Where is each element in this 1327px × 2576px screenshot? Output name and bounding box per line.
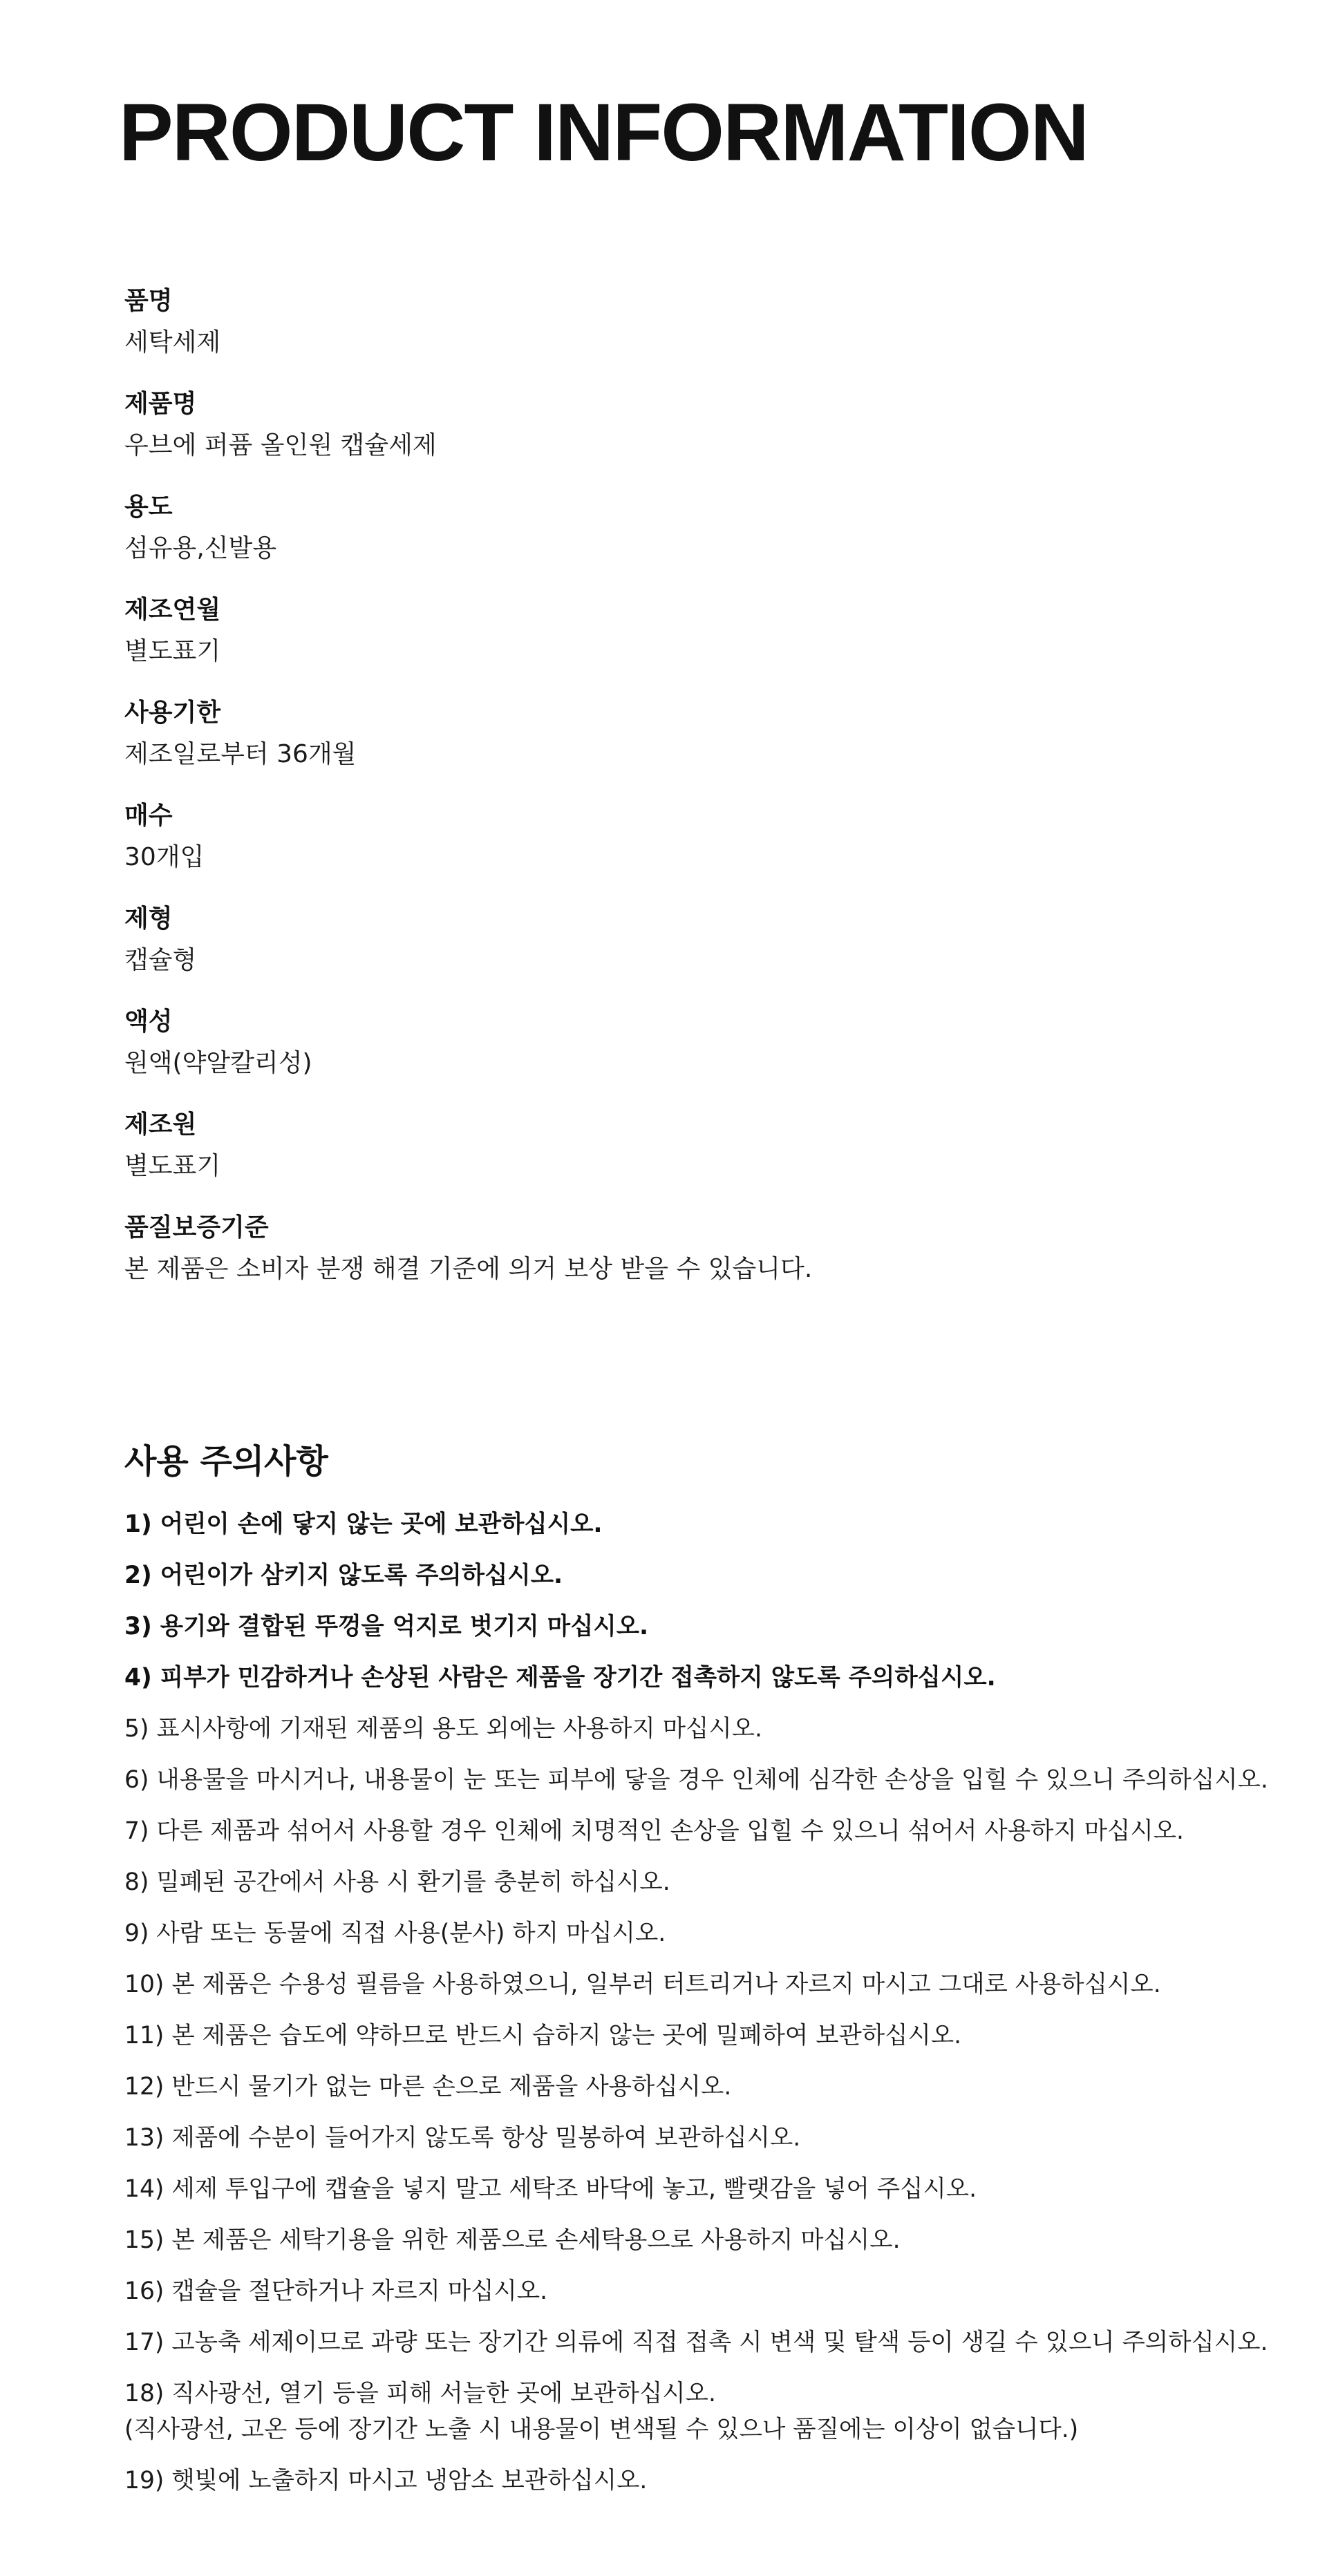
info-label: 품명	[124, 287, 173, 315]
info-value: 별도표기	[124, 637, 221, 665]
info-label: 제조원	[124, 1110, 197, 1139]
info-item-count	[124, 798, 1230, 901]
caution-item: 5) 표시사항에 기재된 제품의 용도 외에는 사용하지 마십시오.	[124, 1715, 762, 1743]
info-value: 섬유용,신발용	[124, 534, 277, 562]
info-label: 제형	[124, 905, 173, 933]
caution-item: 15) 본 제품은 세탁기용을 위한 제품으로 손세탁용으로 사용하지 마십시오.	[124, 2226, 901, 2254]
caution-item-note: (직사광선, 고온 등에 장기간 노출 시 내용물이 변색될 수 있으나 품질에는 이상이 없습니다.)	[124, 2416, 1079, 2443]
product-info-list	[124, 283, 1230, 1313]
info-value: 원액(약알칼리성)	[124, 1049, 312, 1077]
info-label: 제조연월	[124, 596, 221, 624]
info-label: 제품명	[124, 390, 197, 418]
caution-item: 7) 다른 제품과 섞어서 사용할 경우 인체에 치명적인 손상을 입힐 수 있으니 섞어서 사용하지 마십시오.	[124, 1817, 1184, 1845]
caution-item: 2) 어린이가 삼키지 않도록 주의하십시오.	[124, 1562, 563, 1589]
info-item-manufacture-date	[124, 592, 1230, 695]
info-item-form	[124, 901, 1230, 1004]
caution-item: 12) 반드시 물기가 없는 마른 손으로 제품을 사용하십시오.	[124, 2073, 732, 2101]
caution-item: 3) 용기와 결합된 뚜껑을 억지로 벗기지 마십시오.	[124, 1613, 649, 1640]
info-value: 제조일로부터 36개월	[124, 740, 357, 768]
info-value: 세탁세제	[124, 328, 221, 357]
caution-item: 19) 햇빛에 노출하지 마시고 냉암소 보관하십시오.	[124, 2467, 648, 2494]
info-item-ph	[124, 1004, 1230, 1107]
caution-item: 10) 본 제품은 수용성 필름을 사용하였으니, 일부러 터트리거나 자르지 마시고 그대로 사용하십시오.	[124, 1971, 1161, 1998]
caution-item: 13) 제품에 수분이 들어가지 않도록 항상 밀봉하여 보관하십시오.	[124, 2124, 801, 2152]
info-label: 매수	[124, 802, 173, 830]
caution-item: 8) 밀폐된 공간에서 사용 시 환기를 충분히 하십시오.	[124, 1868, 670, 1896]
info-value: 30개입	[124, 843, 205, 871]
info-item-quality-guarantee	[124, 1210, 1230, 1313]
caution-item: 17) 고농축 세제이므로 과량 또는 장기간 의류에 직접 접촉 시 변색 및 탈색 등이 생길 수 있으니 주의하십시오.	[124, 2329, 1268, 2356]
caution-item: 6) 내용물을 마시거나, 내용물이 눈 또는 피부에 닿을 경우 인체에 심각한 손상을 입힐 수 있으니 주의하십시오.	[124, 1766, 1268, 1794]
caution-item: 11) 본 제품은 습도에 약하므로 반드시 습하지 않는 곳에 밀폐하여 보관하십시오.	[124, 2022, 962, 2049]
info-label: 품질보증기준	[124, 1213, 269, 1242]
info-item-item-name	[124, 283, 1230, 386]
info-item-usage	[124, 489, 1230, 592]
caution-item: 16) 캡슐을 절단하거나 자르지 마십시오.	[124, 2277, 548, 2305]
info-label: 사용기한	[124, 699, 221, 727]
caution-item: 4) 피부가 민감하거나 손상된 사람은 제품을 장기간 접촉하지 않도록 주의하십시오.	[124, 1664, 996, 1692]
info-label: 용도	[124, 493, 173, 521]
caution-item-text: 18) 직사광선, 열기 등을 피해 서늘한 곳에 보관하십시오.	[124, 2380, 716, 2407]
caution-item: 9) 사람 또는 동물에 직접 사용(분사) 하지 마십시오.	[124, 1920, 666, 1947]
info-value: 우브에 퍼퓸 올인원 캡슐세제	[124, 431, 437, 460]
caution-item-with-note	[124, 2376, 1313, 2447]
info-value: 캡슐형	[124, 946, 197, 974]
info-label: 액성	[124, 1007, 173, 1036]
caution-item: 1) 어린이 손에 닿지 않는 곳에 보관하십시오.	[124, 1510, 603, 1538]
info-item-product-name	[124, 386, 1230, 489]
page-title: PRODUCT INFORMATION	[119, 87, 1088, 178]
info-value: 별도표기	[124, 1152, 221, 1180]
caution-item: 14) 세제 투입구에 캡슐을 넣지 말고 세탁조 바닥에 놓고, 빨랫감을 넣어 주십시오.	[124, 2175, 977, 2203]
info-value: 본 제품은 소비자 분쟁 해결 기준에 의거 보상 받을 수 있습니다.	[124, 1255, 813, 1283]
info-item-manufacturer	[124, 1107, 1230, 1210]
info-item-expiry	[124, 695, 1230, 798]
cautions-title: 사용 주의사항	[124, 1442, 328, 1481]
caution-list	[124, 1506, 1313, 2514]
